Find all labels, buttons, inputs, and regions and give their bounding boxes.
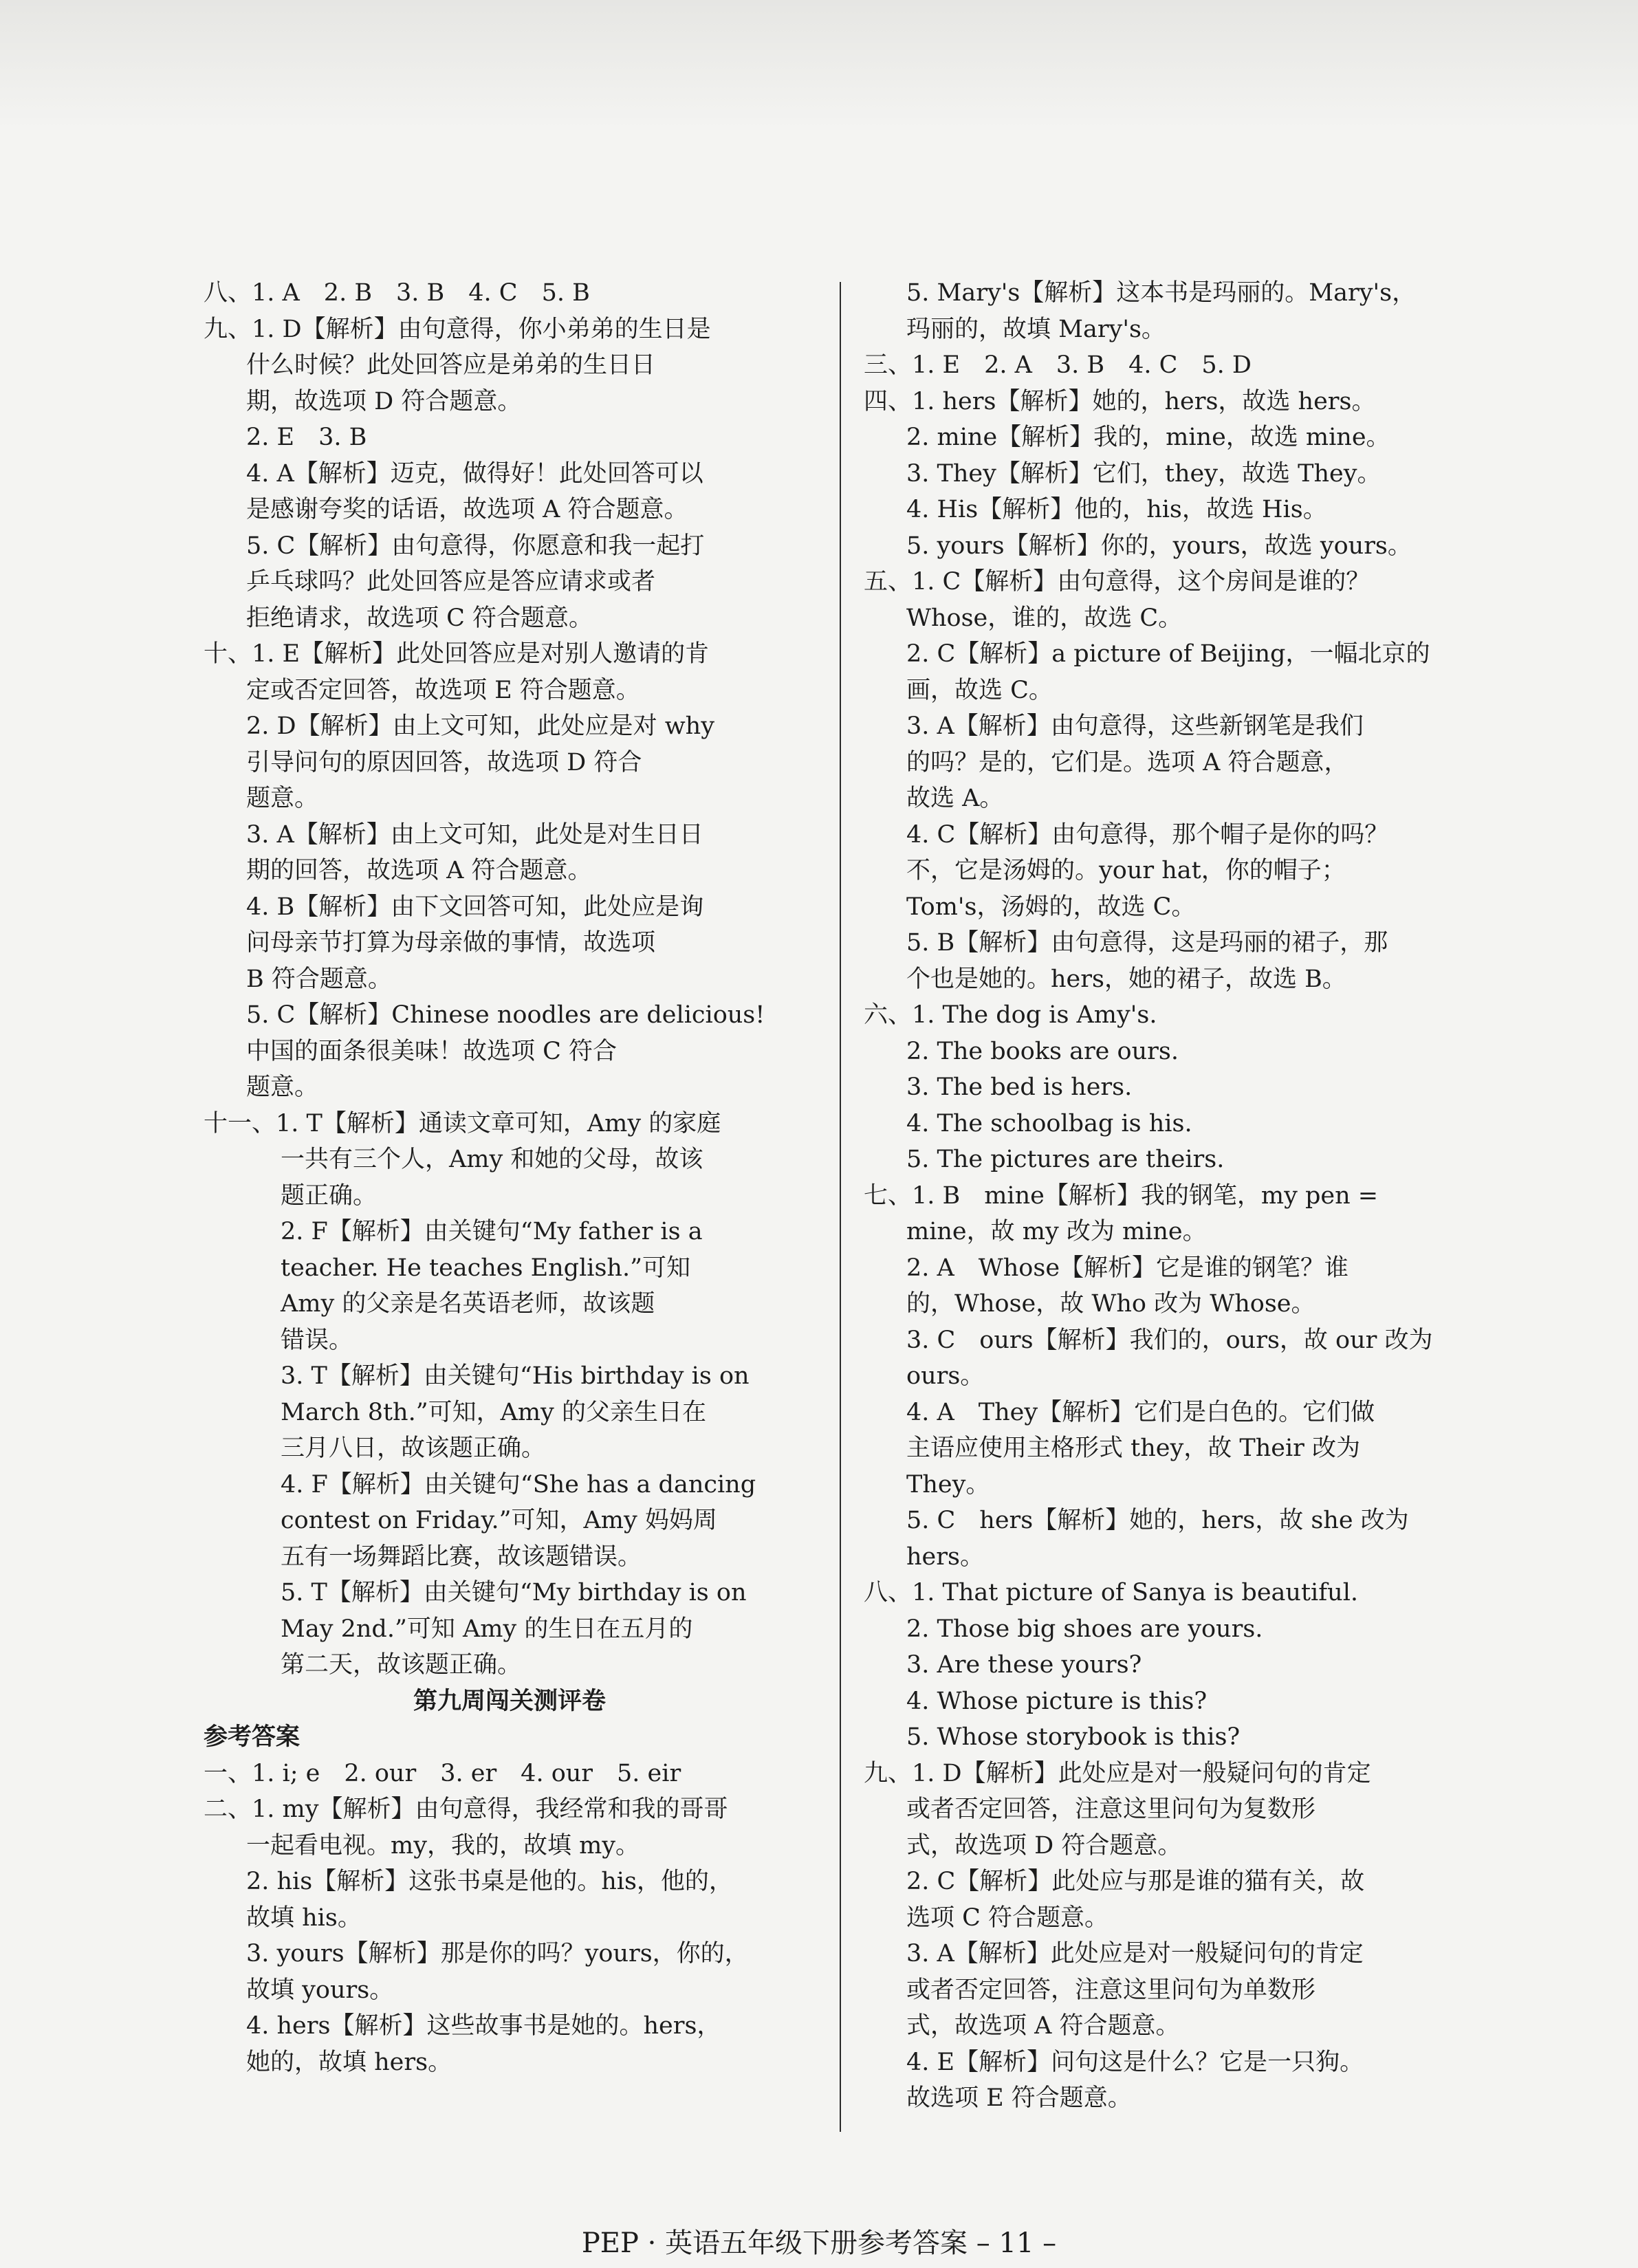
answer-line: 2. C【解析】a picture of Beijing，一幅北京的 <box>906 640 1430 668</box>
answer-line: 3. A【解析】由上文可知，此处是对生日日 <box>246 820 703 849</box>
answer-line: 题意。 <box>246 1073 319 1101</box>
right-column <box>864 275 1476 2117</box>
answer-line: 二、1. my【解析】由句意得，我经常和我的哥哥 <box>204 1796 728 1823</box>
answer-line: 乒乓球吗？此处回答应是答应请求或者 <box>246 568 656 596</box>
answer-line: 5. C【解析】Chinese noodles are delicious! <box>246 1001 765 1029</box>
answer-line: 第二天，故该题正确。 <box>281 1651 522 1679</box>
answer-line: 不，它是汤姆的。your hat，你的帽子； <box>906 857 1346 884</box>
answer-line: Whose，谁的，故选 C。 <box>906 604 1183 632</box>
answer-line: 4. E【解析】问句这是什么？它是一只狗。 <box>906 2048 1364 2076</box>
answer-line: 七、1. B mine【解析】我的钢笔，my pen = <box>864 1181 1379 1210</box>
answer-line: 一起看电视。my，我的，故填 my。 <box>246 1831 640 1860</box>
section-heading: 参考答案 <box>204 1723 301 1751</box>
answer-line: 3. C ours【解析】我们的，ours，故 our 改为 <box>906 1326 1433 1354</box>
answer-line: 4. His【解析】他的，his，故选 His。 <box>906 496 1327 523</box>
answer-line: 2. C【解析】此处应与那是谁的猫有关，故 <box>906 1868 1365 1895</box>
answer-line: 5. C【解析】由句意得，你愿意和我一起打 <box>246 532 705 560</box>
answer-line: 5. The pictures are theirs. <box>906 1146 1225 1173</box>
answer-line: 2. A Whose【解析】它是谁的钢笔？谁 <box>906 1254 1349 1282</box>
answer-line: 一、1. i; e 2. our 3. er 4. our 5. eir <box>204 1759 681 1787</box>
answer-line: 十、1. E【解析】此处回答应是对别人邀请的肯 <box>204 640 710 668</box>
answer-line: 4. B【解析】由下文回答可知，此处应是询 <box>246 893 704 921</box>
answer-line: 2. his【解析】这张书桌是他的。his，他的， <box>246 1868 733 1895</box>
answer-line: 六、1. The dog is Amy's. <box>864 1001 1157 1029</box>
answer-line: 引导问句的原因回答，故选项 D 符合 <box>246 748 642 776</box>
answer-line: contest on Friday.”可知，Amy 妈妈周 <box>281 1507 717 1534</box>
answer-line: 的，Whose，故 Who 改为 Whose。 <box>906 1290 1315 1318</box>
answer-line: 四、1. hers【解析】她的，hers，故选 hers。 <box>864 387 1376 415</box>
answer-line: 2. Those big shoes are yours. <box>906 1615 1263 1643</box>
answer-line: 三、1. E 2. A 3. B 4. C 5. D <box>864 351 1252 379</box>
answer-line: 4. hers【解析】这些故事书是她的。hers， <box>246 2012 721 2040</box>
answer-line: 5. Whose storybook is this? <box>906 1723 1241 1751</box>
answer-line: 5. T【解析】由关键句“My birthday is on <box>281 1579 747 1606</box>
answer-line: 什么时候？此处回答应是弟弟的生日日 <box>246 351 656 379</box>
answer-line: ours。 <box>906 1362 985 1390</box>
answer-line: 故选项 E 符合题意。 <box>906 2084 1132 2112</box>
answer-line: 一共有三个人，Amy 和她的父母，故该 <box>281 1146 703 1173</box>
answer-page <box>204 275 1476 2132</box>
answer-line: March 8th.”可知，Amy 的父亲生日在 <box>281 1398 706 1426</box>
answer-line: 错误。 <box>281 1326 353 1354</box>
answer-line: 4. C【解析】由句意得，那个帽子是你的吗？ <box>906 820 1389 849</box>
answer-line: 或者否定回答，注意这里问句为单数形 <box>906 1976 1316 2004</box>
answer-line: 3. Are these yours? <box>906 1651 1142 1679</box>
answer-line: They。 <box>906 1470 990 1498</box>
answer-line: 五、1. C【解析】由句意得，这个房间是谁的？ <box>864 568 1371 596</box>
answer-line: 她的，故填 hers。 <box>246 2048 452 2076</box>
answer-line: 4. A【解析】迈克，做得好！此处回答可以 <box>246 459 703 488</box>
answer-line: 五有一场舞蹈比赛，故该题错误。 <box>281 1542 642 1571</box>
answer-line: 2. F【解析】由关键句“My father is a <box>281 1218 703 1245</box>
answer-line: 4. Whose picture is this? <box>906 1687 1208 1715</box>
answer-line: May 2nd.”可知 Amy 的生日在五月的 <box>281 1615 693 1643</box>
answer-line: 4. The schoolbag is his. <box>906 1109 1192 1137</box>
answer-line: 式，故选项 D 符合题意。 <box>906 1831 1182 1860</box>
answer-line: 3. T【解析】由关键句“His birthday is on <box>281 1362 750 1390</box>
answer-line: 5. yours【解析】你的，yours，故选 yours。 <box>906 532 1412 560</box>
answer-line: 故填 his。 <box>246 1904 362 1932</box>
answer-line: 个也是她的。hers，她的裙子，故选 B。 <box>906 965 1346 993</box>
answer-line: 三月八日，故该题正确。 <box>281 1435 546 1462</box>
page-footer: PEP · 英语五年级下册参考答案 – 11 – <box>581 2227 1057 2259</box>
answer-line: 主语应使用主格形式 they，故 Their 改为 <box>906 1435 1360 1462</box>
answer-line: 玛丽的，故填 Mary's。 <box>906 315 1166 343</box>
answer-line: 是感谢夸奖的话语，故选项 A 符合题意。 <box>246 496 688 523</box>
answer-line: 中国的面条很美味！故选项 C 符合 <box>246 1037 618 1065</box>
answer-line: 3. They【解析】它们，they，故选 They。 <box>906 459 1382 488</box>
answer-line: 期的回答，故选项 A 符合题意。 <box>246 857 592 884</box>
answer-line: 5. C hers【解析】她的，hers，故 she 改为 <box>906 1507 1409 1534</box>
answer-line: 九、1. D【解析】由句意得，你小弟弟的生日是 <box>204 315 711 343</box>
answer-line: 4. F【解析】由关键句“She has a dancing <box>281 1470 756 1498</box>
answer-line: mine，故 my 改为 mine。 <box>906 1218 1207 1245</box>
answer-line: Tom's，汤姆的，故选 C。 <box>906 893 1196 921</box>
answer-line: 拒绝请求，故选项 C 符合题意。 <box>246 604 593 632</box>
answer-line: 题正确。 <box>281 1181 378 1210</box>
answer-line: 2. E 3. B <box>246 424 367 451</box>
answer-line: B 符合题意。 <box>246 965 392 993</box>
answer-line: 八、1. A 2. B 3. B 4. C 5. B <box>204 279 590 307</box>
answer-line: teacher. He teaches English.”可知 <box>281 1254 690 1282</box>
answer-line: 3. A【解析】由句意得，这些新钢笔是我们 <box>906 712 1364 740</box>
answer-line: 画，故选 C。 <box>906 676 1053 704</box>
answer-line: 或者否定回答，注意这里问句为复数形 <box>906 1796 1316 1823</box>
answer-line: 2. mine【解析】我的，mine，故选 mine。 <box>906 424 1390 451</box>
answer-line: 题意。 <box>246 785 319 812</box>
answer-line: 的吗？是的，它们是。选项 A 符合题意， <box>906 748 1348 776</box>
answer-line: 3. The bed is hers. <box>906 1073 1133 1101</box>
page-top-shadow <box>0 0 1638 131</box>
answer-line: 故选 A。 <box>906 785 1004 812</box>
answer-line: 5. B【解析】由句意得，这是玛丽的裙子，那 <box>906 929 1388 957</box>
answer-line: 3. A【解析】此处应是对一般疑问句的肯定 <box>906 1940 1364 1967</box>
answer-line: 八、1. That picture of Sanya is beautiful. <box>864 1579 1359 1606</box>
answer-line: hers。 <box>906 1542 984 1571</box>
answer-line: Amy 的父亲是名英语老师，故该题 <box>281 1290 655 1318</box>
answer-line: 2. D【解析】由上文可知，此处应是对 why <box>246 712 714 740</box>
answer-line: 期，故选项 D 符合题意。 <box>246 387 522 415</box>
left-column <box>204 275 816 2080</box>
answer-line: 2. The books are ours. <box>906 1037 1179 1065</box>
answer-line: 九、1. D【解析】此处应是对一般疑问句的肯定 <box>864 1759 1371 1787</box>
column-divider <box>840 282 841 2132</box>
answer-line: 故填 yours。 <box>246 1976 394 2004</box>
answer-line: 定或否定回答，故选项 E 符合题意。 <box>246 676 640 704</box>
answer-line: 4. A They【解析】它们是白色的。它们做 <box>906 1398 1375 1426</box>
answer-line: 式，故选项 A 符合题意。 <box>906 2012 1180 2040</box>
answer-line: 选项 C 符合题意。 <box>906 1904 1109 1932</box>
answer-line: 十一、1. T【解析】通读文章可知，Amy 的家庭 <box>204 1109 721 1137</box>
answer-line: 3. yours【解析】那是你的吗？yours，你的， <box>246 1940 749 1967</box>
answer-line: 5. Mary's【解析】这本书是玛丽的。Mary's， <box>906 279 1417 307</box>
section-title: 第九周闯关测评卷 <box>413 1687 606 1715</box>
answer-line: 问母亲节打算为母亲做的事情，故选项 <box>246 929 656 957</box>
